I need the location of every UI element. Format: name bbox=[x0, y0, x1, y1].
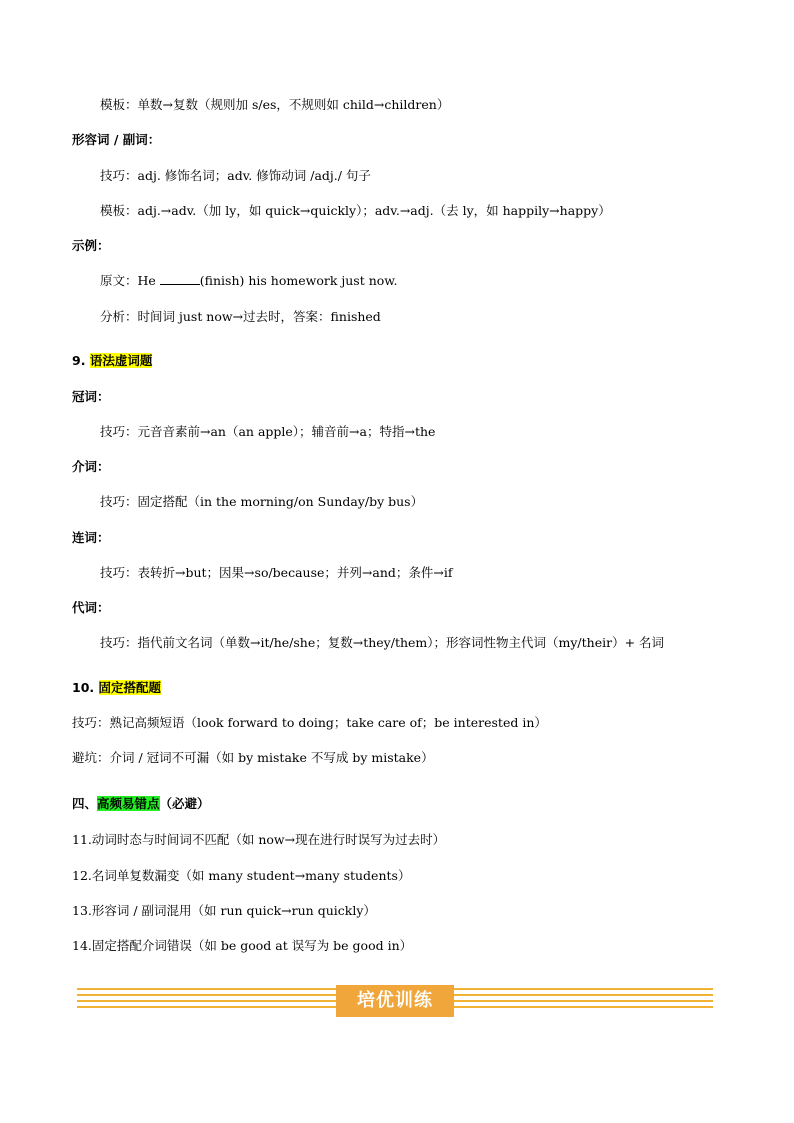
section-4-tail: （必避） bbox=[159, 796, 210, 811]
section-10-heading bbox=[72, 678, 161, 698]
section-9-number: 9. bbox=[72, 353, 90, 368]
section-9-title: 语法虚词题 bbox=[89, 353, 153, 368]
conjunction-heading: 连词： bbox=[72, 530, 110, 545]
article-tip-line: 技巧：元音音素前→an（an apple）；辅音前→a；特指→the bbox=[100, 424, 436, 439]
error-item-13: 13.形容词 / 副词混用（如 run quick→run quickly） bbox=[72, 903, 376, 918]
preposition-heading: 介词： bbox=[72, 459, 110, 474]
adj-adv-template-line: 模板：adj.→adv.（加 ly，如 quick→quickly）；adv.→adj.（去 ly，如 happily→happy） bbox=[100, 203, 611, 218]
conjunction-tip-line: 技巧：表转折→but；因果→so/because；并列→and；条件→if bbox=[100, 565, 453, 580]
error-item-14: 14.固定搭配介词错误（如 be good at 误写为 be good in） bbox=[72, 938, 413, 953]
pronoun-heading: 代词： bbox=[72, 600, 110, 615]
adj-adv-heading: 形容词 / 副词： bbox=[72, 132, 161, 147]
answer-blank bbox=[160, 271, 200, 285]
training-banner bbox=[77, 985, 713, 1017]
section-10-title: 固定搭配题 bbox=[98, 680, 162, 695]
section-4-heading bbox=[72, 794, 210, 814]
error-item-12: 12.名词单复数漏变（如 many student→many students） bbox=[72, 868, 411, 883]
example-analysis-line: 分析：时间词 just now→过去时，答案：finished bbox=[100, 309, 381, 324]
banner-label: 培优训练 bbox=[336, 985, 454, 1017]
collocation-tip-line: 技巧：熟记高频短语（look forward to doing；take care of；be interested in） bbox=[72, 715, 547, 730]
pronoun-tip-line: 技巧：指代前文名词（单数→it/he/she；复数→they/them）；形容词性物主代词（my/their）+ 名词 bbox=[100, 635, 665, 650]
example-heading: 示例： bbox=[72, 238, 110, 253]
error-item-11: 11.动词时态与时间词不匹配（如 now→现在进行时误写为过去时） bbox=[72, 832, 446, 847]
example-original-line bbox=[100, 271, 397, 291]
section-4-title: 高频易错点 bbox=[97, 796, 160, 811]
example-original-suffix: (finish) his homework just now. bbox=[199, 273, 398, 288]
example-original-prefix: 原文：He bbox=[100, 273, 160, 288]
section-10-number: 10. bbox=[72, 680, 99, 695]
preposition-tip-line: 技巧：固定搭配（in the morning/on Sunday/by bus） bbox=[100, 494, 424, 509]
section-9-heading bbox=[72, 351, 152, 371]
adj-adv-tip-line: 技巧：adj. 修饰名词；adv. 修饰动词 /adj./ 句子 bbox=[100, 168, 371, 183]
article-heading: 冠词： bbox=[72, 389, 110, 404]
noun-template-line: 模板：单数→复数（规则加 s/es，不规则如 child→children） bbox=[100, 97, 450, 112]
collocation-pitfall-line: 避坑：介词 / 冠词不可漏（如 by mistake 不写成 by mistake） bbox=[72, 750, 434, 765]
section-4-number: 四、 bbox=[72, 796, 98, 811]
